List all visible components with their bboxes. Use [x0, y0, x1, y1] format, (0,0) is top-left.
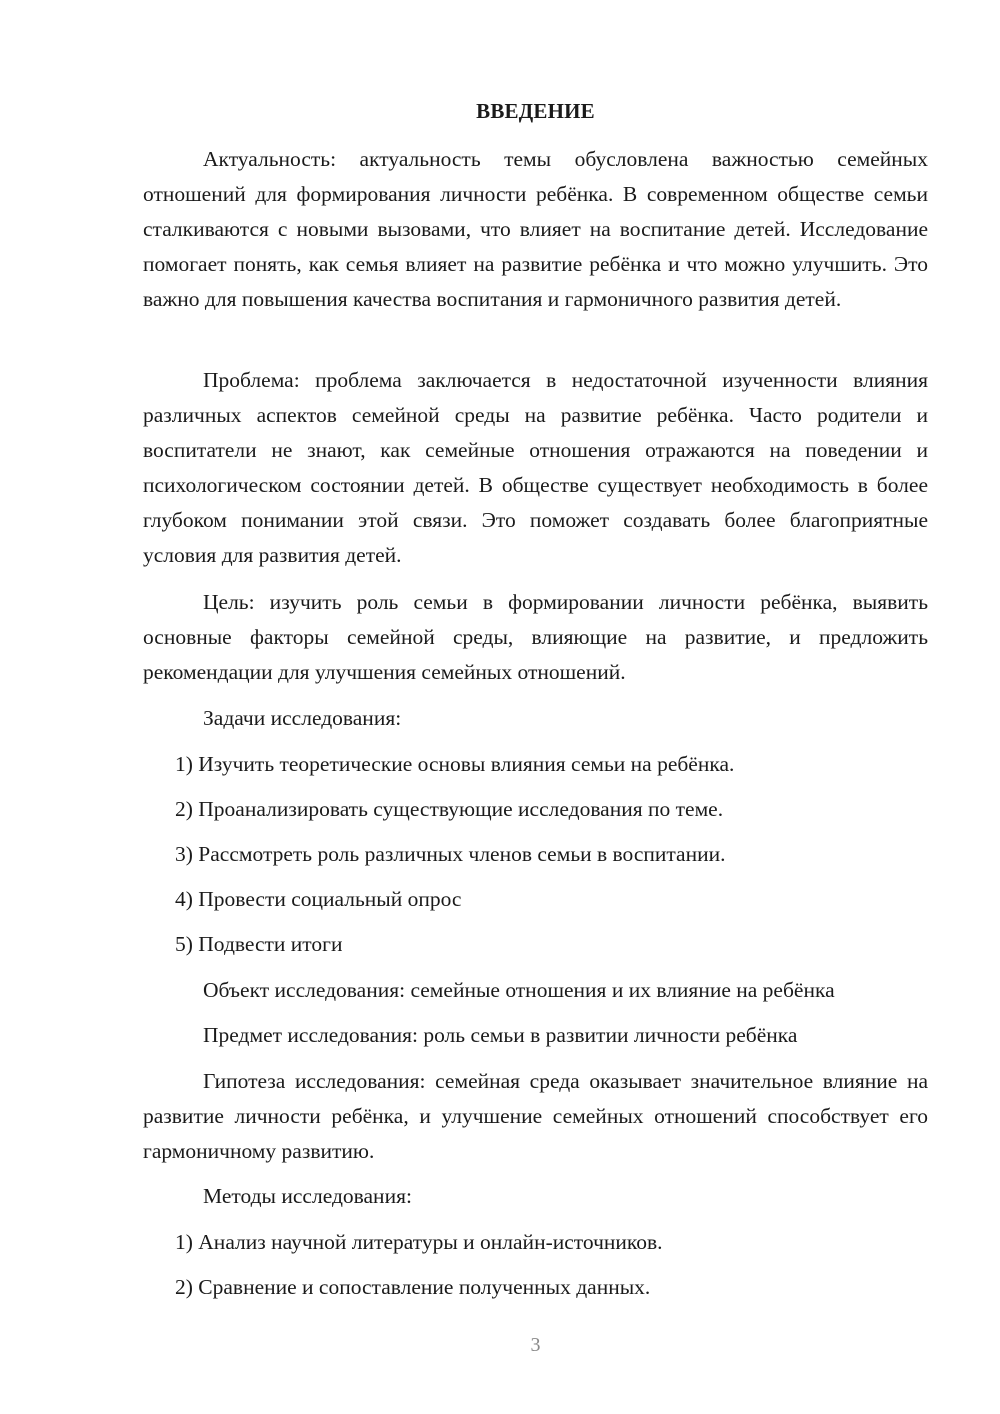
list-item: 1) Изучить теоретические основы влияния семьи на ребёнка. — [175, 752, 735, 776]
list-item: 2) Сравнение и сопоставление полученных данных. — [175, 1275, 651, 1299]
paragraph-hypothesis: Гипотеза исследования: семейная среда оказывает значительное влияние на развитие личности ребёнка, и улучшение семейных отношений способствует его гармоничному развитию. — [143, 1069, 928, 1163]
list-item: 3) Рассмотреть роль различных членов семьи в воспитании. — [175, 842, 726, 866]
methods-heading: Методы исследования: — [203, 1184, 412, 1208]
list-item: 4) Провести социальный опрос — [175, 887, 462, 911]
paragraph-relevance: Актуальность: актуальность темы обусловлена важностью семейных отношений для формирования личности ребёнка. В современном обществе семьи сталкиваются с новыми вызовами, что влияет на воспитание детей. Исследование помогает понять, как семья влияет на развитие ребёнка и что можно улучшить. Это важно для повышения качества воспитания и гармоничного развития детей. — [143, 147, 928, 311]
page-number: 3 — [530, 1334, 541, 1356]
tasks-heading: Задачи исследования: — [203, 706, 402, 730]
paragraph-problem: Проблема: проблема заключается в недостаточной изученности влияния различных аспектов семейной среды на развитие ребёнка. Часто родители и воспитатели не знают, как семейные отношения отражаются на поведении и психологическом состоянии детей. В обществе существует необходимость в более глубоком понимании этой связи. Это поможет создавать более благоприятные условия для развития детей. — [143, 368, 928, 567]
paragraph-object: Объект исследования: семейные отношения и их влияние на ребёнка — [203, 978, 835, 1002]
list-item: 5) Подвести итоги — [175, 932, 343, 956]
paragraph-subject: Предмет исследования: роль семьи в развитии личности ребёнка — [203, 1023, 798, 1047]
section-title: ВВЕДЕНИЕ — [476, 99, 595, 123]
list-item: 2) Проанализировать существующие исследования по теме. — [175, 797, 724, 821]
list-item: 1) Анализ научной литературы и онлайн-источников. — [175, 1230, 663, 1254]
paragraph-goal: Цель: изучить роль семьи в формировании личности ребёнка, выявить основные факторы семейной среды, влияющие на развитие, и предложить рекомендации для улучшения семейных отношений. — [143, 590, 928, 684]
